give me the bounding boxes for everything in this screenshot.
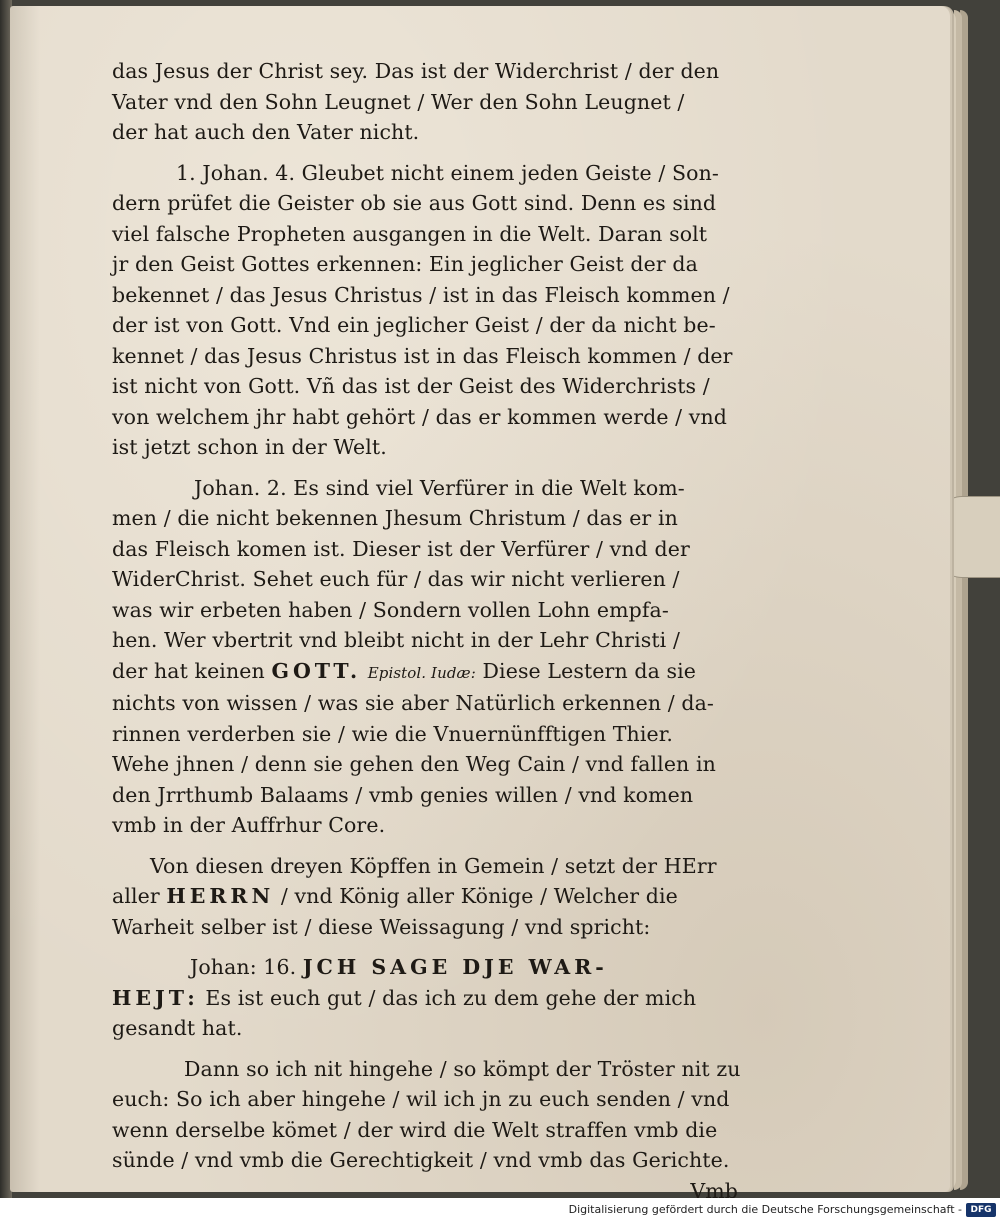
text-line: den Jrrthumb Balaams / vmb genies willen / vnd komen <box>112 782 694 807</box>
text-line: bekennet / das Jesus Christus / ist in das Fleisch kommen / <box>112 282 730 307</box>
paragraph <box>112 473 752 841</box>
text-line: Von diesen dreyen Köpffen in Gemein / setzt der HErr <box>150 853 717 878</box>
text-line: von welchem jhr habt gehört / das er kommen werde / vnd <box>112 404 728 429</box>
text-line: nichts von wissen / was sie aber Natürlich erkennen / da- <box>112 691 714 715</box>
page-text <box>112 56 752 1198</box>
text-line: viel falsche Propheten ausgangen in die Welt. Daran solt <box>112 221 708 246</box>
text-line: euch: So ich aber hingehe / wil ich jn zu euch senden / vnd <box>112 1087 730 1111</box>
text-line: das Jesus der Christ sey. Das ist der Widerchrist / der den <box>112 59 720 83</box>
catchword: Vmb <box>690 1178 738 1198</box>
emphasis-caps: JCH SAGE DJE WAR- <box>302 955 608 979</box>
text-line: Wehe jhnen / denn sie gehen den Weg Cain / vnd fallen in <box>112 752 716 776</box>
text-line <box>112 881 752 912</box>
text-line: vmb in der Auffrhur Core. <box>112 813 386 837</box>
citation: Epistol. Iudæ: <box>367 663 476 682</box>
footer-bar <box>0 1198 1000 1222</box>
text-segment: / vnd König aller Könige / Welcher die <box>280 884 678 908</box>
text-line: Dann so ich nit hingehe / so kömpt der Tröster nit zu <box>184 1056 741 1081</box>
text-line: ist jetzt schon in der Welt. <box>112 435 387 459</box>
text-line: Warheit selber ist / diese Weissagung / vnd spricht: <box>112 914 651 939</box>
paragraph <box>112 952 752 1044</box>
paragraph <box>112 56 752 148</box>
text-line: gesandt hat. <box>112 1016 243 1040</box>
text-line <box>112 656 752 689</box>
text-line: 1. Johan. 4. Gleubet nicht einem jeden Geiste / Son- <box>176 160 719 185</box>
text-line: hen. Wer vbertrit vnd bleibt nicht in der Lehr Christi / <box>112 628 680 652</box>
text-line: Johan. 2. Es sind viel Verfürer in die Welt kom- <box>194 475 685 500</box>
text-line <box>112 952 752 983</box>
text-segment: aller <box>112 884 160 908</box>
text-line: ist nicht von Gott. Vñ das ist der Geist des Widerchrists / <box>112 374 710 398</box>
text-line: was wir erbeten haben / Sondern vollen Lohn empfa- <box>112 597 669 622</box>
paragraph <box>112 851 752 943</box>
text-line: das Fleisch komen ist. Dieser ist der Verfürer / vnd der <box>112 536 690 561</box>
text-line: der ist von Gott. Vnd ein jeglicher Geist / der da nicht be- <box>112 313 716 337</box>
text-segment: Diese Lestern da sie <box>482 658 697 683</box>
text-line: jr den Geist Gottes erkennen: Ein jeglicher Geist der da <box>112 252 698 276</box>
text-line: rinnen verderben sie / wie die Vnuernünfftigen Thier. <box>112 721 674 746</box>
text-line: wenn derselbe kömet / der wird die Welt straffen vmb die <box>112 1117 718 1142</box>
text-line: men / die nicht bekennen Jhesum Christum / das er in <box>112 506 678 530</box>
text-segment: der hat keinen <box>112 658 265 683</box>
emphasis-caps: HEJT: <box>112 985 199 1010</box>
text-segment: Johan: 16. <box>190 955 297 979</box>
text-line: sünde / vnd vmb die Gerechtigkeit / vnd vmb das Gerichte. <box>112 1148 730 1172</box>
emphasis-caps: GOTT. <box>271 658 362 683</box>
text-line: kennet / das Jesus Christus ist in das Fleisch kommen / der <box>112 343 733 368</box>
paragraph <box>112 158 752 463</box>
text-line: der hat auch den Vater nicht. <box>112 120 420 144</box>
text-line: dern prüfet die Geister ob sie aus Gott sind. Denn es sind <box>112 191 717 215</box>
text-line: WiderChrist. Sehet euch für / das wir nicht verlieren / <box>112 567 680 591</box>
paragraph <box>112 1054 752 1199</box>
dfg-logo: DFG <box>966 1203 996 1217</box>
text-line <box>112 983 752 1014</box>
funding-notice: Digitalisierung gefördert durch die Deutsche Forschungsgemeinschaft - <box>568 1203 962 1216</box>
text-segment: Es ist euch gut / das ich zu dem gehe der mich <box>205 985 697 1010</box>
emphasis-caps: HERRN <box>166 884 275 908</box>
text-line: Vater vnd den Sohn Leugnet / Wer den Sohn Leugnet / <box>112 89 685 114</box>
